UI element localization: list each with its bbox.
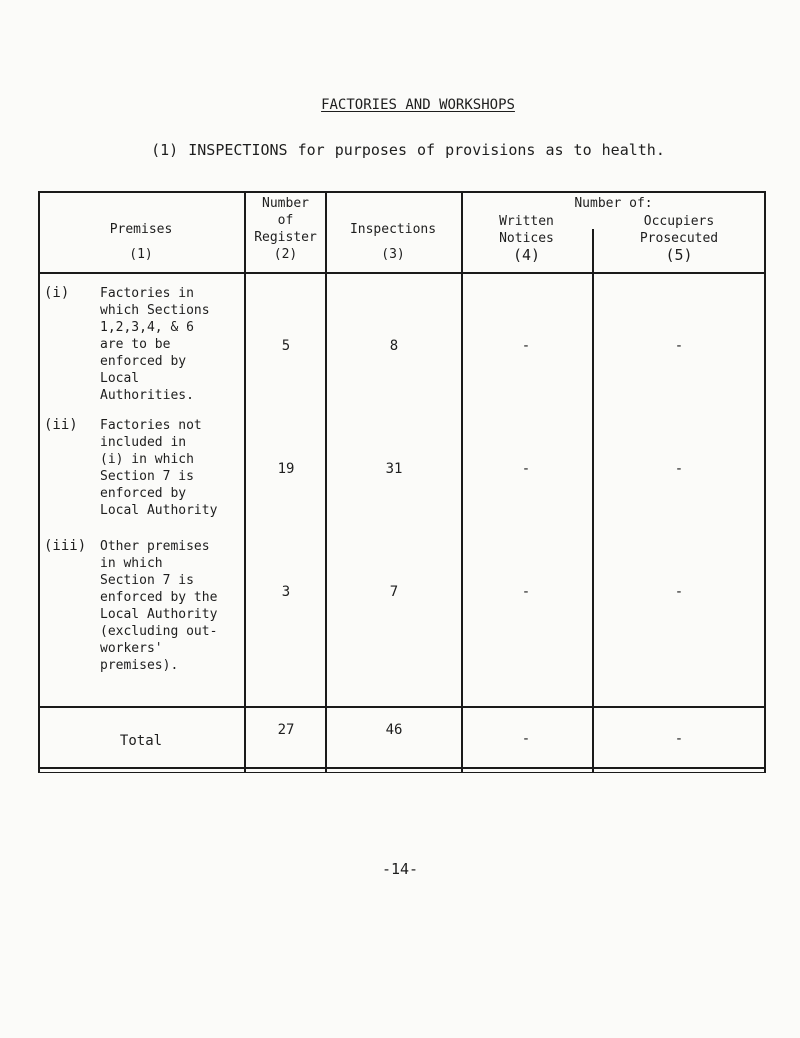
row-label-line: Factories not	[100, 418, 202, 433]
header-notices-num: (4)	[512, 246, 541, 264]
header-occupiers-num: (5)	[665, 246, 693, 264]
header-register-line1: Number	[262, 196, 309, 211]
total-inspections: 46	[385, 722, 403, 738]
row-marker: (i)	[44, 285, 70, 301]
header-register-line2: of	[277, 213, 294, 228]
table-bottom-border	[38, 767, 766, 769]
page-title: FACTORIES AND WORKSHOPS	[321, 97, 515, 113]
total-register: 27	[277, 722, 295, 738]
notices-count: -	[521, 338, 531, 354]
total-label: Total	[119, 733, 163, 749]
header-premises-num: (1)	[129, 247, 153, 262]
col-divider-1	[244, 191, 246, 773]
header-notices-line2: Notices	[499, 231, 554, 246]
col-divider-3	[461, 191, 463, 773]
total-prosecuted: -	[674, 731, 684, 747]
row-label-line: Section 7 is	[100, 469, 194, 484]
row-label-line: Local Authority	[100, 503, 218, 518]
row-label-line: are to be	[100, 337, 171, 352]
row-label-line: Local Authority	[100, 607, 218, 622]
header-inspections: Inspections	[349, 222, 437, 237]
register-count: 5	[281, 338, 291, 354]
total-divider	[38, 706, 766, 708]
row-label-line: Local	[100, 371, 140, 386]
header-occupiers-line2: Prosecuted	[639, 231, 719, 246]
row-label-line: included in	[100, 435, 187, 450]
register-count: 3	[281, 584, 291, 600]
row-label-line: in which	[100, 556, 163, 571]
inspections-count: 8	[389, 338, 399, 354]
prosecuted-count: -	[674, 461, 684, 477]
table-right-border	[764, 191, 766, 773]
row-label-line: workers'	[100, 641, 163, 656]
notices-count: -	[521, 461, 531, 477]
header-register-num: (2)	[273, 247, 298, 262]
row-label-line: (excluding out-	[100, 624, 218, 639]
header-notices-line1: Written	[499, 214, 554, 229]
notices-count: -	[521, 584, 531, 600]
inspections-count: 7	[389, 584, 399, 600]
page-number: -14-	[381, 860, 419, 878]
header-premises: Premises	[109, 222, 173, 237]
row-marker: (iii)	[44, 538, 87, 554]
col-divider-4	[592, 229, 594, 773]
table-left-border	[38, 191, 40, 773]
row-label-line: which Sections	[100, 303, 210, 318]
inspections-count: 31	[385, 461, 403, 477]
row-label-line: Other premises	[100, 539, 210, 554]
row-label-line: Factories in	[100, 286, 194, 301]
row-label-line: premises).	[100, 658, 179, 673]
header-inspections-num: (3)	[381, 247, 405, 262]
section-subtitle: (1) INSPECTIONS for purposes of provisions as to health.	[151, 141, 665, 159]
row-label-line: enforced by	[100, 354, 187, 369]
row-label-line: (i) in which	[100, 452, 194, 467]
col-divider-2	[325, 191, 327, 773]
register-count: 19	[277, 461, 295, 477]
prosecuted-count: -	[674, 338, 684, 354]
prosecuted-count: -	[674, 584, 684, 600]
row-marker: (ii)	[44, 417, 78, 433]
row-label-line: enforced by	[100, 486, 187, 501]
row-label-line: enforced by the	[100, 590, 218, 605]
table-bottom-border-2	[38, 772, 766, 773]
total-notices: -	[521, 731, 531, 747]
header-occupiers-line1: Occupiers	[643, 214, 715, 229]
header-divider	[38, 272, 766, 274]
row-label-line: Authorities.	[100, 388, 194, 403]
header-number-of: Number of:	[574, 196, 653, 211]
table-top-border	[38, 191, 766, 193]
inspections-table	[38, 191, 766, 796]
row-label-line: 1,2,3,4, & 6	[100, 320, 194, 335]
header-register-line3: Register	[254, 230, 317, 245]
row-label-line: Section 7 is	[100, 573, 194, 588]
